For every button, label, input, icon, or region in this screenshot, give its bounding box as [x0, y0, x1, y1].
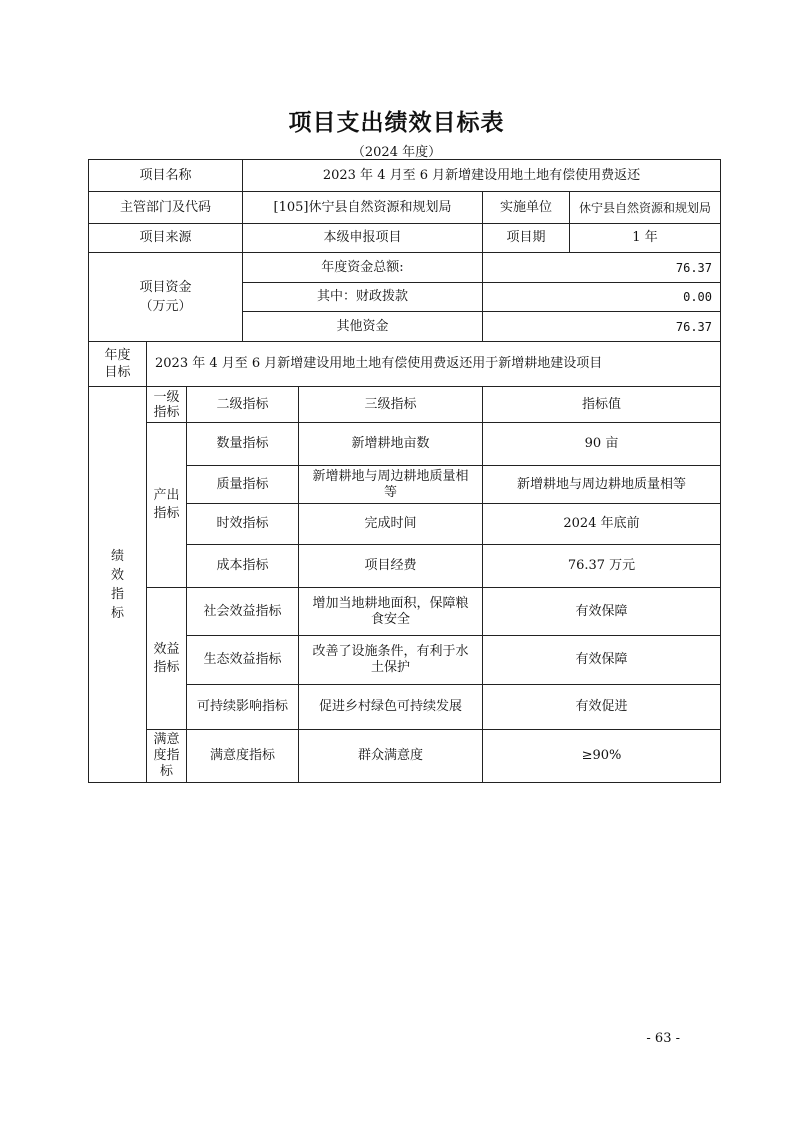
project-name-value: 2023 年 4 月至 6 月新增建设用地土地有偿使用费返还: [243, 160, 720, 192]
page-title: 项目支出绩效目标表: [288, 110, 505, 136]
funds-other-value: 76.37: [483, 312, 720, 342]
project-name-label: 项目名称: [89, 160, 243, 192]
page-number: - 63 -: [646, 1031, 680, 1046]
satisfaction-indicators-label: 满意 度指 标: [147, 730, 187, 782]
header-level3: 三级指标: [299, 387, 483, 423]
item-level2: 生态效益指标: [187, 636, 299, 685]
item-level3: 促进乡村绿色可持续发展: [299, 685, 483, 730]
source-value: 本级申报项目: [243, 224, 483, 253]
source-label: 项目来源: [89, 224, 243, 253]
header-level2: 二级指标: [187, 387, 299, 423]
item-value: ≥90%: [581, 748, 622, 763]
fiscal-year: （2024 年度）: [351, 145, 442, 160]
period-label: 项目期: [483, 224, 570, 253]
funds-total-label: 年度资金总额:: [243, 253, 483, 283]
funds-total-value: 76.37: [483, 253, 720, 283]
item-value: 有效保障: [483, 588, 720, 636]
item-level3: 新增耕地亩数: [299, 423, 483, 466]
header-level1: 一级 指标: [147, 387, 187, 423]
item-value: 76.37 万元: [483, 545, 720, 588]
item-value: 2024 年底前: [483, 504, 720, 545]
dept-label: 主管部门及代码: [89, 192, 243, 224]
period-value: 1 年: [570, 224, 720, 253]
goal-value: 2023 年 4 月至 6 月新增建设用地土地有偿使用费返还用于新增耕地建设项目: [147, 342, 720, 387]
item-level2: 时效指标: [187, 504, 299, 545]
item-level2: 社会效益指标: [187, 588, 299, 636]
item-value: 有效保障: [483, 636, 720, 685]
funds-other-label: 其他资金: [243, 312, 483, 342]
performance-table: [88, 159, 721, 783]
item-level3: 改善了设施条件，有利于水土保护: [299, 636, 483, 685]
indicators-section-text: 绩 效 指 标: [110, 548, 124, 621]
item-level3: 项目经费: [299, 545, 483, 588]
item-level3: 完成时间: [299, 504, 483, 545]
item-level2: 质量指标: [187, 466, 299, 504]
item-level2: 满意度指标: [187, 730, 299, 782]
indicators-section-label: [89, 387, 147, 782]
item-level2: 成本指标: [187, 545, 299, 588]
item-value: 90 亩: [483, 423, 720, 466]
impl-label: 实施单位: [483, 192, 570, 224]
goal-label: 年度 目标: [89, 342, 147, 387]
header-value: 指标值: [483, 387, 720, 423]
item-level3: 新增耕地与周边耕地质量相等: [299, 466, 483, 504]
benefit-indicators-label: 效益 指标: [147, 588, 187, 730]
item-value: 新增耕地与周边耕地质量相等: [483, 466, 720, 504]
item-level2: 可持续影响指标: [187, 685, 299, 730]
funds-label: 项目资金 （万元）: [89, 253, 243, 342]
impl-value: 休宁县自然资源和规划局: [570, 192, 720, 224]
dept-value: [105]休宁县自然资源和规划局: [243, 192, 483, 224]
item-level2: 数量指标: [187, 423, 299, 466]
item-level3: 增加当地耕地面积，保障粮食安全: [299, 588, 483, 636]
funds-fiscal-label: 其中：财政拨款: [243, 283, 483, 312]
item-value: 有效促进: [483, 685, 720, 730]
funds-fiscal-value: 0.00: [483, 283, 720, 312]
item-level3: 群众满意度: [299, 730, 483, 782]
output-indicators-label: 产出 指标: [147, 423, 187, 588]
